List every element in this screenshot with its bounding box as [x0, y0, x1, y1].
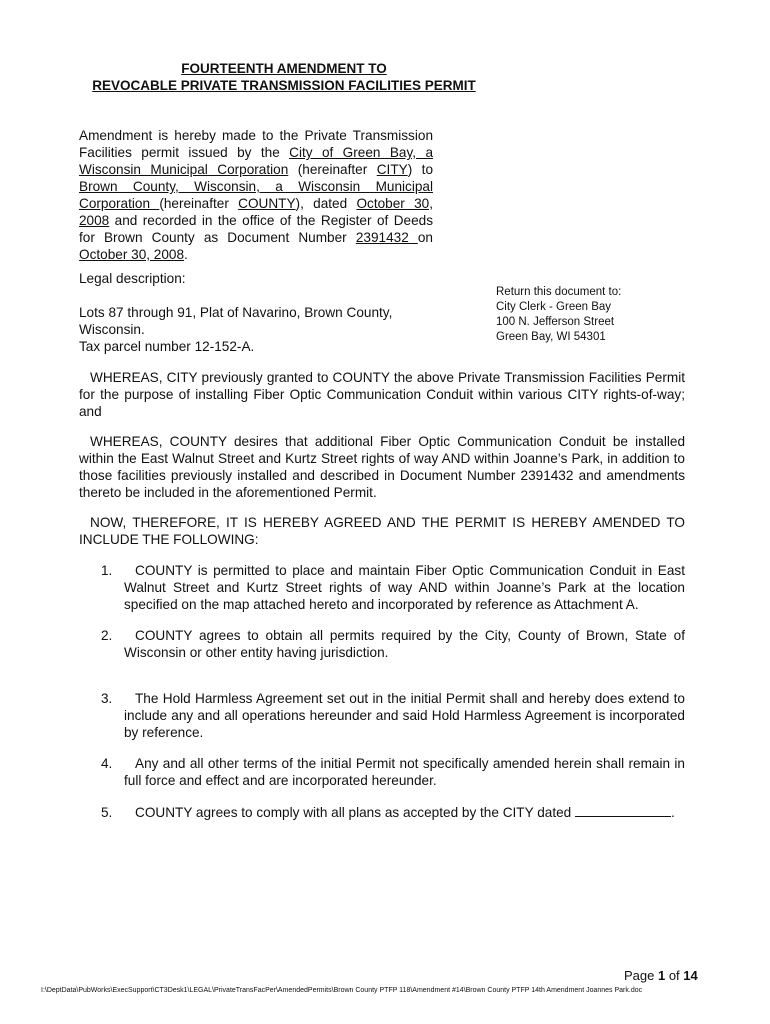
whereas-paragraph-2: WHEREAS, COUNTY desires that additional Fiber Optic Communication Conduit be installed within the East Walnut Street and Kurtz Street rights of way AND within Joanne’s Park, in addition to those facilities previously installed and described in Document Number 2391432 and amendments thereto be included in the aforementioned Permit.: [79, 434, 685, 500]
legal-line-3: Tax parcel number 12-152-A.: [79, 339, 255, 354]
document-number: 2391432: [355, 230, 418, 245]
intro-text-4: (hereinafter: [159, 196, 239, 211]
return-address-block: [496, 285, 621, 345]
now-therefore-paragraph: NOW, THEREFORE, IT IS HEREBY AGREED AND THE PERMIT IS HEREBY AMENDED TO INCLUDE THE FOLLOWING:: [79, 515, 685, 547]
county-name: Brown County, Wisconsin, a Wisconsin Municipal Corporation: [79, 179, 433, 211]
intro-paragraph: [79, 127, 433, 263]
intro-text-3: ) to: [407, 162, 433, 177]
intro-text-5: ), dated: [295, 196, 357, 211]
intro-text-8: .: [184, 247, 188, 262]
footer-file-path: I:\DeptData\PubWorks\ExecSupport\CT3Desk1\LEGAL\PrivateTransFacPer\AmendedPermits\Brown County PTFP 118\Amendment #14\Brown County PTFP 14th Amendment Joannes Park.doc: [41, 987, 643, 994]
list-item: [79, 690, 685, 741]
return-line-2: City Clerk - Green Bay: [496, 301, 612, 313]
legal-heading: Legal description:: [79, 271, 186, 286]
list-item-number: 1.: [101, 563, 113, 578]
return-line-3: 100 N. Jefferson Street: [496, 316, 615, 328]
list-item-text: Any and all other terms of the initial Permit not specifically amended herein shall remain in full force and effect and are incorporated hereunder.: [124, 756, 685, 788]
permit-date: October 30, 2008: [79, 196, 433, 228]
document-title-line2: REVOCABLE PRIVATE TRANSMISSION FACILITIES PERMIT: [92, 78, 476, 93]
intro-text-2: (hereinafter: [288, 162, 377, 177]
document-title-line1: FOURTEENTH AMENDMENT TO: [181, 61, 387, 76]
city-abbr: CITY: [376, 162, 408, 177]
list-item-number: 5.: [101, 805, 113, 820]
whereas-paragraph-1: WHEREAS, CITY previously granted to COUNTY the above Private Transmission Facilities Permit for the purpose of installing Fiber Optic Communication Conduit within various CITY rights-of-way; and: [79, 370, 685, 419]
list-item-tail: .: [671, 805, 675, 820]
list-item: [79, 562, 685, 613]
list-item-number: 2.: [101, 628, 113, 643]
page-number: [624, 968, 698, 983]
list-item-text: COUNTY agrees to obtain all permits required by the City, County of Brown, State of Wisconsin or other entity having jurisdiction.: [124, 628, 685, 660]
list-item: [79, 627, 685, 661]
city-name: City of Green Bay, a Wisconsin Municipal Corporation: [79, 145, 434, 177]
intro-text-1: Amendment is hereby made to the Private Transmission Facilities permit issued by the: [79, 128, 433, 160]
page-total: 14: [683, 968, 698, 983]
intro-text-7: on: [417, 230, 433, 245]
list-item-number: 3.: [101, 691, 113, 706]
list-item-text: COUNTY agrees to comply with all plans as accepted by the CITY dated: [135, 805, 575, 820]
page-of: of: [665, 968, 684, 983]
list-item-text: COUNTY is permitted to place and maintain Fiber Optic Communication Conduit in East Walnut Street and Kurtz Street rights of way AND within Joanne’s Park at the location specified on the map attached hereto and incorporated by reference as Attachment A.: [124, 563, 685, 612]
return-line-1: Return this document to:: [496, 286, 622, 298]
intro-text-6: and recorded in the office of the Register of Deeds for Brown County as Document Number: [79, 213, 433, 245]
list-item: [79, 804, 685, 821]
page-current: 1: [657, 968, 666, 983]
date-blank-line[interactable]: [575, 804, 671, 817]
list-item-number: 4.: [101, 756, 113, 771]
legal-line-1: Lots 87 through 91, Plat of Navarino, Brown County,: [79, 305, 393, 320]
recorded-date: October 30, 2008: [79, 247, 185, 262]
return-line-4: Green Bay, WI 54301: [496, 331, 606, 343]
legal-line-2: Wisconsin.: [79, 322, 145, 337]
page-label: Page: [624, 968, 658, 983]
list-item-text: The Hold Harmless Agreement set out in the initial Permit shall and hereby does extend to include any and all operations hereunder and said Hold Harmless Agreement is incorporated by reference.: [124, 691, 685, 740]
list-item: [79, 755, 685, 789]
county-abbr: COUNTY: [238, 196, 296, 211]
